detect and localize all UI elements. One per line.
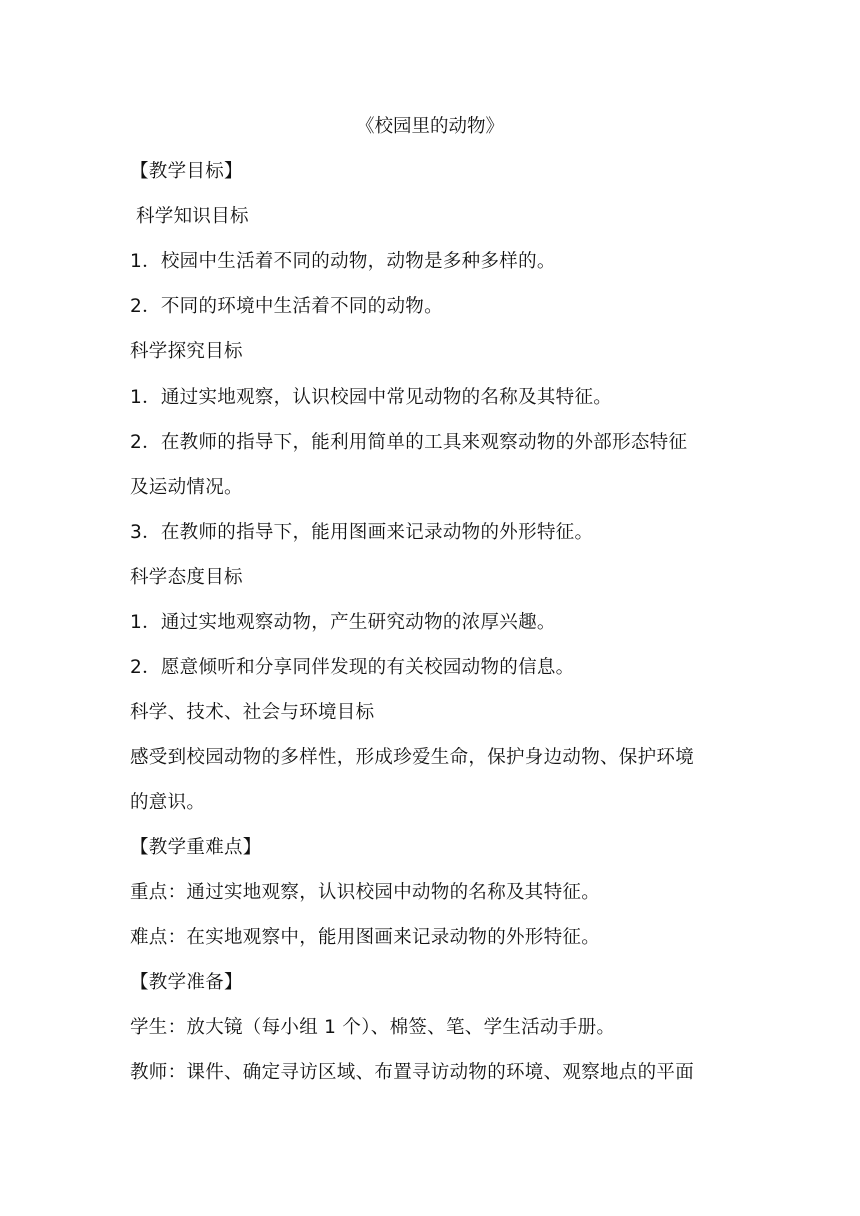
subheading-inquiry-goals: 科学探究目标 [130,341,243,362]
subheading-knowledge-goals: 科学知识目标 [136,206,249,227]
section-heading-preparation: 【教学准备】 [130,972,243,993]
key-point: 重点：通过实地观察，认识校园中动物的名称及其特征。 [130,882,601,903]
knowledge-goal-2: 2．不同的环境中生活着不同的动物。 [130,296,443,317]
inquiry-goal-1: 1．通过实地观察，认识校园中常见动物的名称及其特征。 [130,387,613,408]
stse-goal: 感受到校园动物的多样性，形成珍爱生命，保护身边动物、保护环境 [130,747,695,768]
stse-goal-continued: 的意识。 [130,792,206,813]
knowledge-goal-1: 1．校园中生活着不同的动物，动物是多种多样的。 [130,251,556,272]
section-heading-teaching-goals: 【教学目标】 [130,161,243,182]
subheading-stse-goals: 科学、技术、社会与环境目标 [130,702,375,723]
section-heading-key-points: 【教学重难点】 [130,837,262,858]
subheading-attitude-goals: 科学态度目标 [130,567,243,588]
student-preparation: 学生：放大镜（每小组 1 个）、棉签、笔、学生活动手册。 [130,1017,616,1038]
inquiry-goal-2-continued: 及运动情况。 [130,477,243,498]
teacher-preparation: 教师：课件、确定寻访区域、布置寻访动物的环境、观察地点的平面 [130,1062,695,1083]
inquiry-goal-2: 2．在教师的指导下，能利用简单的工具来观察动物的外部形态特征 [130,432,688,453]
attitude-goal-2: 2．愿意倾听和分享同伴发现的有关校园动物的信息。 [130,657,575,678]
difficult-point: 难点：在实地观察中，能用图画来记录动物的外形特征。 [130,927,601,948]
attitude-goal-1: 1．通过实地观察动物，产生研究动物的浓厚兴趣。 [130,612,556,633]
document-title: 《校园里的动物》 [355,116,504,137]
inquiry-goal-3: 3．在教师的指导下，能用图画来记录动物的外形特征。 [130,522,594,543]
